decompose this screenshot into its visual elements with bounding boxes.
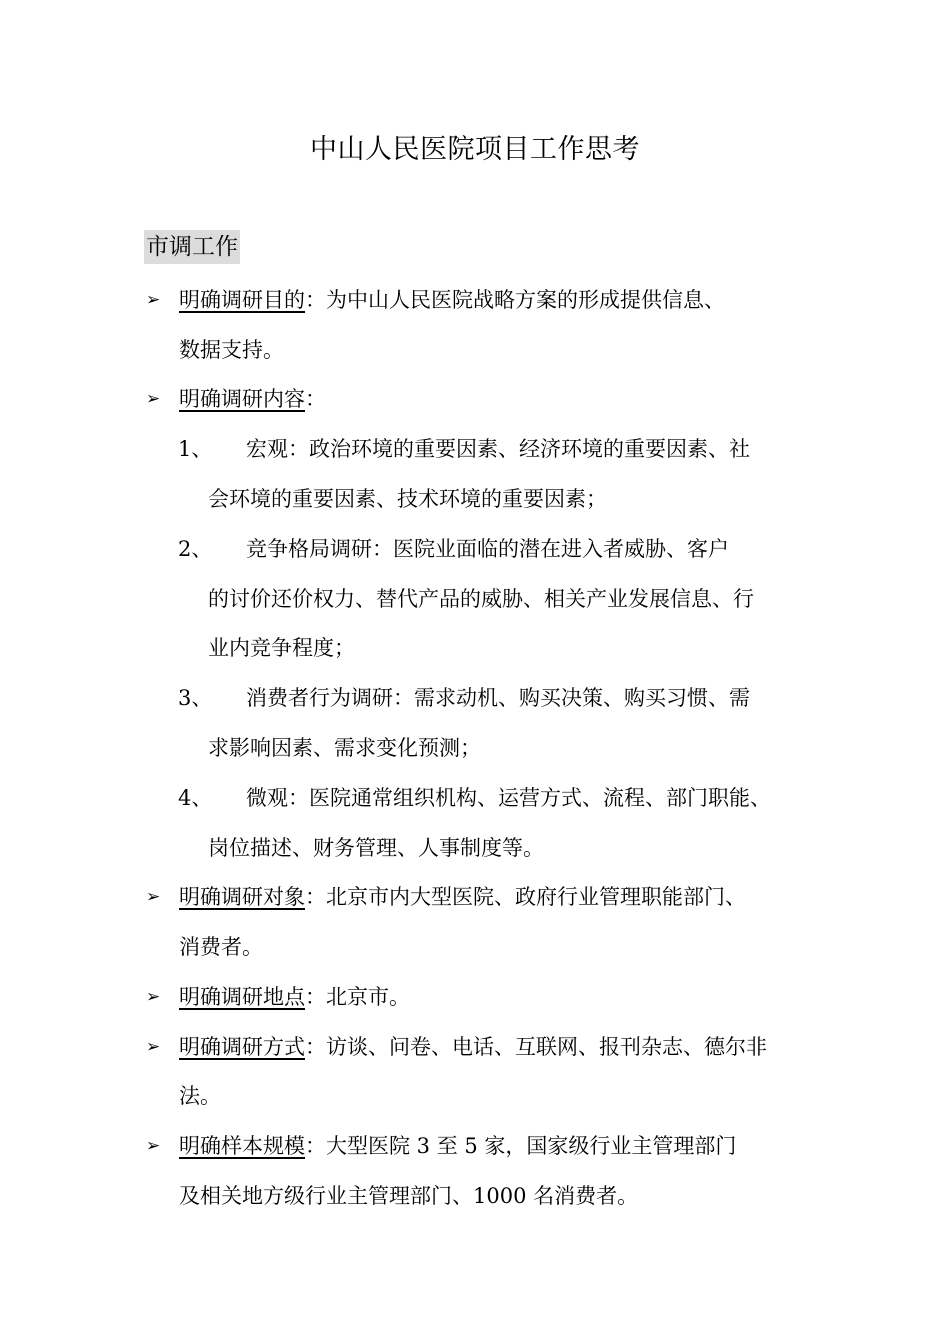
page-title: 中山人民医院项目工作思考: [310, 134, 640, 165]
point-text-continued: 求影响因素、需求变化预测；: [208, 736, 481, 760]
point-number: 4、: [178, 786, 213, 810]
item-text-continued: 及相关地方级行业主管理部门、1000 名消费者。: [179, 1184, 639, 1208]
point-text-continued: 岗位描述、财务管理、人事制度等。: [208, 836, 544, 860]
bullet-icon: ➢: [146, 389, 161, 409]
bullet-icon: ➢: [146, 1136, 161, 1156]
bullet-icon: ➢: [146, 887, 161, 907]
item-text-continued: 法。: [179, 1084, 221, 1108]
point-number: 3、: [178, 686, 213, 710]
list-item: 明确调研对象：北京市内大型医院、政府行业管理职能部门、: [179, 885, 746, 909]
point-text: 宏观：政治环境的重要因素、经济环境的重要因素、社: [246, 437, 750, 461]
point-number: 2、: [178, 537, 213, 561]
point-text: 消费者行为调研：需求动机、购买决策、购买习惯、需: [246, 686, 750, 710]
item-text: 大型医院 3 至 5 家，国家级行业主管理部门: [326, 1134, 737, 1158]
point-text-continued: 业内竞争程度；: [208, 636, 355, 660]
item-label: 明确样本规模: [179, 1134, 305, 1158]
list-item: 明确调研地点：北京市。: [179, 985, 410, 1009]
item-text: 访谈、问卷、电话、互联网、报刊杂志、德尔非: [326, 1035, 767, 1059]
point-text-continued: 会环境的重要因素、技术环境的重要因素；: [208, 487, 607, 511]
bullet-icon: ➢: [146, 290, 161, 310]
item-label: 明确调研内容: [179, 387, 305, 411]
point-number: 1、: [178, 437, 213, 461]
list-item: 明确调研内容：: [179, 387, 326, 411]
item-label: 明确调研地点: [179, 985, 305, 1009]
item-label: 明确调研目的: [179, 288, 305, 312]
item-text-continued: 数据支持。: [179, 338, 284, 362]
item-label: 明确调研方式: [179, 1035, 305, 1059]
section-heading: 市调工作: [144, 230, 240, 264]
point-text-continued: 的讨价还价权力、替代产品的威胁、相关产业发展信息、行: [208, 587, 754, 611]
item-label: 明确调研对象: [179, 885, 305, 909]
bullet-icon: ➢: [146, 1037, 161, 1057]
item-text: 北京市。: [326, 985, 410, 1009]
list-item: 明确调研目的：为中山人民医院战略方案的形成提供信息、: [179, 288, 725, 312]
list-item: 明确样本规模：大型医院 3 至 5 家，国家级行业主管理部门: [179, 1134, 737, 1158]
item-text-continued: 消费者。: [179, 935, 263, 959]
list-item: 明确调研方式：访谈、问卷、电话、互联网、报刊杂志、德尔非: [179, 1035, 767, 1059]
item-text: 北京市内大型医院、政府行业管理职能部门、: [326, 885, 746, 909]
point-text: 竞争格局调研：医院业面临的潜在进入者威胁、客户: [246, 537, 729, 561]
point-text: 微观：医院通常组织机构、运营方式、流程、部门职能、: [246, 786, 771, 810]
bullet-icon: ➢: [146, 987, 161, 1007]
item-text: 为中山人民医院战略方案的形成提供信息、: [326, 288, 725, 312]
